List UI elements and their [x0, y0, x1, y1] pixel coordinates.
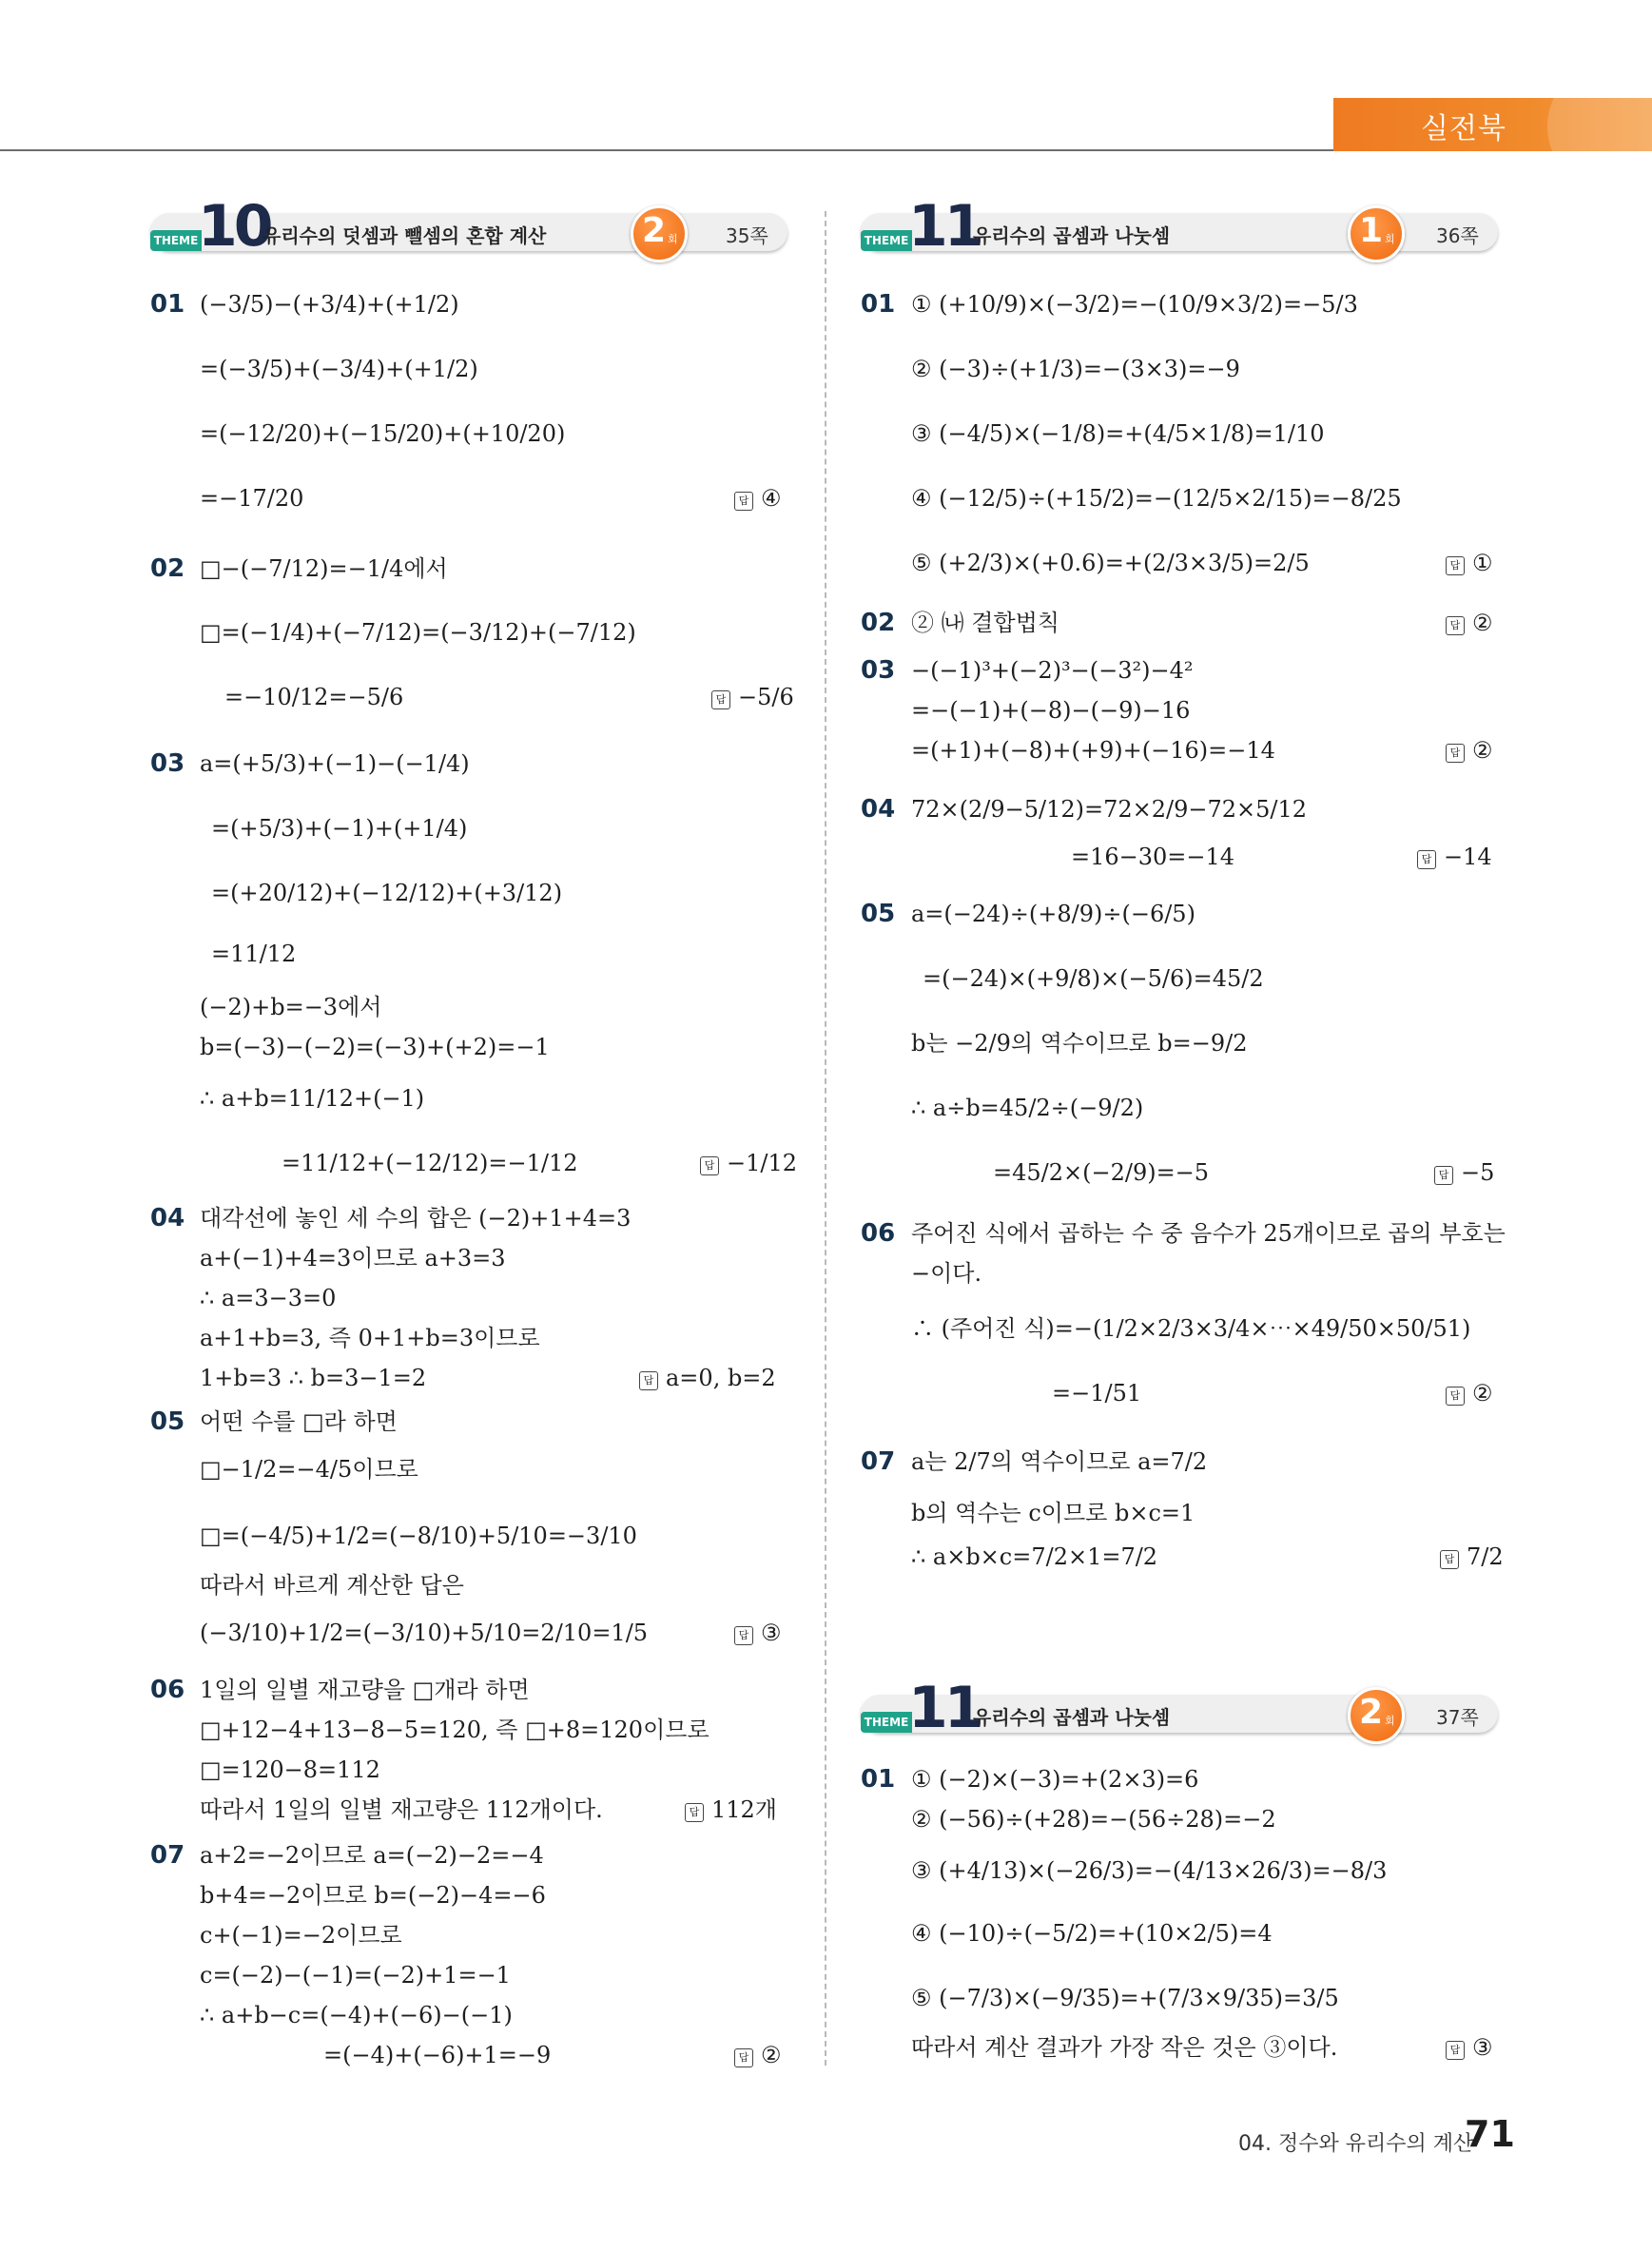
problem-number: 07	[861, 1447, 896, 1476]
solution-line: ∴ a+b−c=(−4)+(−6)−(−1)	[200, 2002, 513, 2028]
solution-line: (−3/10)+1/2=(−3/10)+5/10=2/10=1/5	[200, 1620, 649, 1646]
solution-line: a+1+b=3, 즉 0+1+b=3이므로	[200, 1325, 540, 1351]
theme-tag: THEME	[861, 230, 912, 251]
round-number: 2	[1359, 1693, 1384, 1732]
solution-line: ① (−2)×(−3)=+(2×3)=6	[911, 1766, 1199, 1793]
solution-line: 어떤 수를 □라 하면	[200, 1408, 398, 1435]
solution-line: □=(−1/4)+(−7/12)=(−3/12)+(−7/12)	[200, 619, 636, 646]
solution-line: =(−3/5)+(−3/4)+(+1/2)	[200, 356, 478, 382]
answer-badge: 답 ②	[1446, 736, 1493, 765]
solution-line: □=120−8=112	[200, 1756, 380, 1783]
problem-number: 02	[150, 554, 185, 583]
answer-badge: 답 ②	[1446, 609, 1493, 637]
problem-number: 01	[150, 290, 185, 319]
page-number: 71	[1465, 2113, 1515, 2155]
solution-line: ② (−56)÷(+28)=−(56÷28)=−2	[911, 1806, 1276, 1833]
solution-line: b+4=−2이므로 b=(−2)−4=−6	[200, 1882, 546, 1909]
theme-title: 유리수의 곱셈과 나눗셈	[973, 1706, 1171, 1729]
solution-line: b는 −2/9의 역수이므로 b=−9/2	[911, 1030, 1248, 1057]
solution-line: 72×(2/9−5/12)=72×2/9−72×5/12	[911, 796, 1308, 823]
solution-line: =(+20/12)+(−12/12)+(+3/12)	[211, 880, 563, 906]
problem-number: 05	[861, 900, 896, 928]
problem-number: 04	[150, 1204, 185, 1232]
theme-page: 37쪽	[1436, 1706, 1479, 1729]
problem-number: 07	[150, 1841, 185, 1870]
solution-line: −(−1)³+(−2)³−(−3²)−4²	[911, 657, 1194, 684]
answer-badge: 답 −5/6	[711, 683, 794, 711]
solution-line: c+(−1)=−2이므로	[200, 1922, 402, 1949]
chapter-footer: 04. 정수와 유리수의 계산	[1238, 2132, 1474, 2156]
solution-line: ∴ a×b×c=7/2×1=7/2	[911, 1543, 1158, 1570]
solution-line: −이다.	[911, 1260, 982, 1287]
solution-line: ② (−3)÷(+1/3)=−(3×3)=−9	[911, 356, 1240, 382]
problem-number: 03	[150, 749, 185, 778]
solution-line: =(−4)+(−6)+1=−9	[323, 2042, 552, 2068]
solution-line: ④ (−10)÷(−5/2)=+(10×2/5)=4	[911, 1920, 1273, 1947]
solution-line: =16−30=−14	[1071, 844, 1235, 870]
round-unit: 회	[1385, 233, 1395, 245]
solution-line: =45/2×(−2/9)=−5	[993, 1159, 1210, 1186]
problem-number: 01	[861, 1765, 896, 1794]
theme-number: 10	[198, 193, 270, 260]
problem-number: 03	[861, 656, 896, 685]
solution-line: □+12−4+13−8−5=120, 즉 □+8=120이므로	[200, 1717, 709, 1743]
answer-badge: 답 112개	[685, 1795, 777, 1824]
solution-line: ⑤ (+2/3)×(+0.6)=+(2/3×3/5)=2/5	[911, 550, 1310, 576]
solution-line: a+(−1)+4=3이므로 a+3=3	[200, 1245, 506, 1271]
solution-line: =11/12+(−12/12)=−1/12	[282, 1150, 578, 1176]
solution-line: =(+5/3)+(−1)+(+1/4)	[211, 815, 468, 842]
solution-line: ∴ a+b=11/12+(−1)	[200, 1085, 425, 1112]
solution-line: a=(−24)÷(+8/9)÷(−6/5)	[911, 901, 1195, 927]
solution-line: =(−12/20)+(−15/20)+(+10/20)	[200, 420, 566, 447]
round-badge	[1348, 1687, 1405, 1744]
answer-badge: 답 −1/12	[700, 1149, 797, 1177]
answer-badge: 답 ②	[734, 2041, 782, 2069]
theme-page: 35쪽	[726, 224, 768, 247]
solution-line: ③ (−4/5)×(−1/8)=+(4/5×1/8)=1/10	[911, 420, 1325, 447]
problem-number: 06	[150, 1676, 185, 1704]
solution-line: ∴ a÷b=45/2÷(−9/2)	[911, 1095, 1144, 1121]
solution-line: b의 역수는 c이므로 b×c=1	[911, 1500, 1195, 1526]
solution-line: ④ (−12/5)÷(+15/2)=−(12/5×2/15)=−8/25	[911, 485, 1402, 512]
theme-tag: THEME	[150, 230, 202, 251]
solution-line: 따라서 계산 결과가 가장 작은 것은 ③이다.	[911, 2034, 1338, 2061]
tab-decoration	[1547, 98, 1652, 151]
theme-tag: THEME	[861, 1712, 912, 1733]
round-unit: 회	[668, 233, 678, 245]
solution-line: =−10/12=−5/6	[224, 684, 404, 710]
theme-title: 유리수의 덧셈과 뺄셈의 혼합 계산	[262, 224, 547, 247]
solution-line: ② ㈏ 결합법칙	[911, 610, 1059, 636]
solution-line: 1일의 일별 재고량을 □개라 하면	[200, 1677, 530, 1703]
solution-line: a는 2/7의 역수이므로 a=7/2	[911, 1448, 1208, 1475]
answer-badge: 답 ①	[1446, 549, 1493, 577]
solution-line: b=(−3)−(−2)=(−3)+(+2)=−1	[200, 1034, 550, 1060]
round-number: 2	[642, 211, 667, 250]
solution-line: =(−24)×(+9/8)×(−5/6)=45/2	[923, 965, 1264, 992]
solution-line: 1+b=3 ∴ b=3−1=2	[200, 1365, 427, 1391]
theme-header-10	[150, 193, 787, 260]
solution-line: □−(−7/12)=−1/4에서	[200, 555, 448, 582]
answer-badge: 답 ②	[1446, 1379, 1493, 1407]
answer-badge: 답 a=0, b=2	[639, 1364, 776, 1392]
solution-line: =11/12	[211, 941, 297, 967]
solution-line: ⑤ (−7/3)×(−9/35)=+(7/3×9/35)=3/5	[911, 1985, 1339, 2011]
column-divider	[825, 211, 826, 2066]
answer-badge: 답 ④	[734, 484, 782, 513]
theme-title: 유리수의 곱셈과 나눗셈	[973, 224, 1171, 247]
theme-number: 11	[908, 1675, 981, 1741]
solution-line: =−17/20	[200, 485, 304, 512]
problem-number: 02	[861, 609, 896, 637]
theme-page: 36쪽	[1436, 224, 1479, 247]
solution-line: a=(+5/3)+(−1)−(−1/4)	[200, 750, 470, 777]
solution-line: =−(−1)+(−8)−(−9)−16	[911, 697, 1191, 724]
solution-line: a+2=−2이므로 a=(−2)−2=−4	[200, 1842, 544, 1869]
answer-badge: 답 ③	[734, 1619, 782, 1647]
solution-line: ∴ a=3−3=0	[200, 1285, 337, 1311]
solution-line: =(+1)+(−8)+(+9)+(−16)=−14	[911, 737, 1275, 764]
problem-number: 06	[861, 1219, 896, 1248]
problem-number: 01	[861, 290, 896, 319]
round-unit: 회	[1385, 1715, 1395, 1727]
answer-badge: 답 −14	[1417, 843, 1492, 871]
solution-line: ① (+10/9)×(−3/2)=−(10/9×3/2)=−5/3	[911, 291, 1358, 318]
answer-badge: 답 7/2	[1440, 1543, 1504, 1571]
answer-badge: 답 ③	[1446, 2033, 1493, 2062]
problem-number: 05	[150, 1407, 185, 1436]
solution-line: =−1/51	[1052, 1380, 1142, 1407]
solution-line: 대각선에 놓인 세 수의 합은 (−2)+1+4=3	[200, 1205, 632, 1232]
answer-badge: 답 −5	[1434, 1158, 1494, 1187]
solution-line: (−3/5)−(+3/4)+(+1/2)	[200, 291, 459, 318]
solution-line: 따라서 바르게 계산한 답은	[200, 1572, 464, 1599]
solution-line: 따라서 1일의 일별 재고량은 112개이다.	[200, 1796, 603, 1823]
round-number: 1	[1359, 211, 1384, 250]
round-badge	[1348, 205, 1405, 262]
solution-line: □=(−4/5)+1/2=(−8/10)+5/10=−3/10	[200, 1523, 637, 1549]
book-label: 실전북	[1421, 112, 1506, 146]
solution-line: (−2)+b=−3에서	[200, 994, 382, 1020]
round-badge	[631, 205, 688, 262]
problem-number: 04	[861, 795, 896, 824]
theme-header-11-round-2	[861, 1675, 1498, 1741]
solution-line: 주어진 식에서 곱하는 수 중 음수가 25개이므로 곱의 부호는	[911, 1220, 1506, 1247]
solution-line: ∴ (주어진 식)=−(1/2×2/3×3/4×⋯×49/50×50/51)	[911, 1315, 1471, 1342]
solution-line: □−1/2=−4/5이므로	[200, 1456, 418, 1483]
book-label-tab	[1333, 98, 1652, 151]
theme-header-11-round-1	[861, 193, 1498, 260]
solution-line: c=(−2)−(−1)=(−2)+1=−1	[200, 1962, 511, 1989]
theme-number: 11	[908, 193, 981, 260]
solution-line: ③ (+4/13)×(−26/3)=−(4/13×26/3)=−8/3	[911, 1857, 1388, 1884]
